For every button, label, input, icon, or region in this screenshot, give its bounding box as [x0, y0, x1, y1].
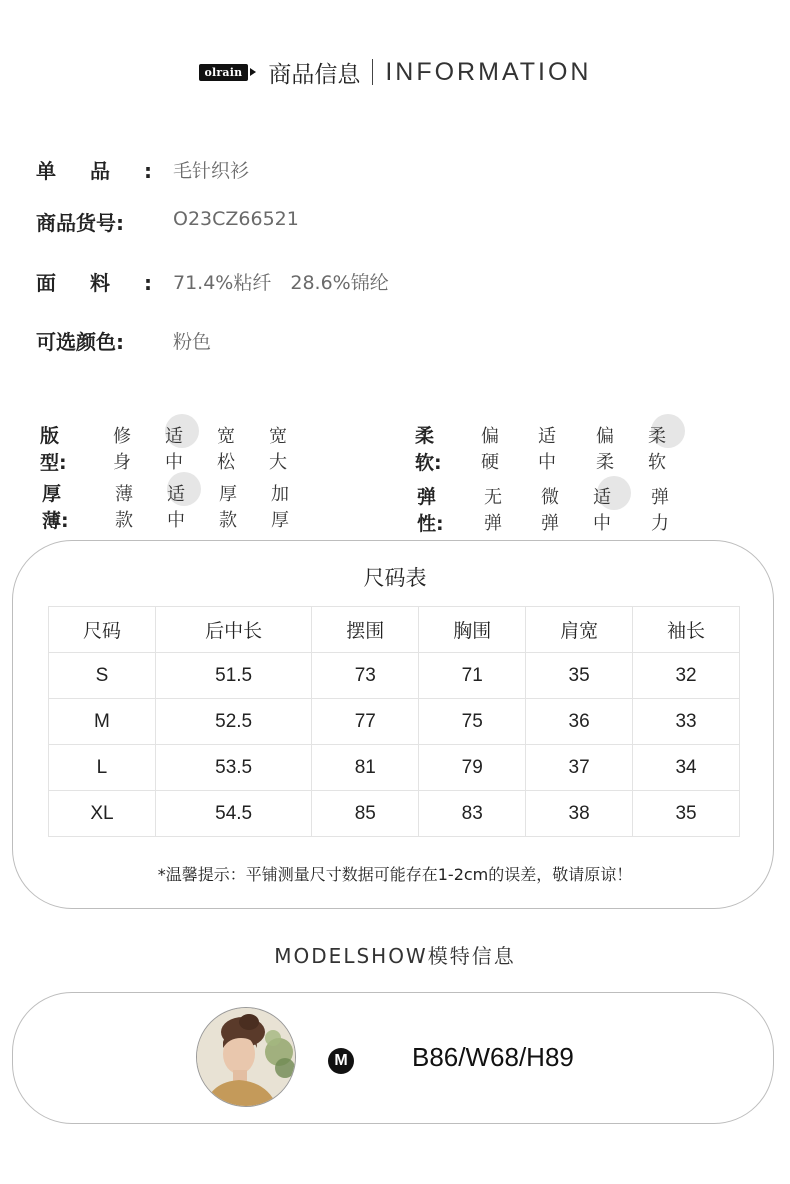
table-cell: 52.5: [155, 699, 311, 745]
attr-option: 偏硬: [481, 426, 499, 473]
model-portrait-image: [197, 1008, 295, 1106]
attr-fit-label: 版型:: [40, 425, 67, 474]
play-triangle-icon: [250, 68, 256, 76]
table-cell: XL: [49, 791, 156, 837]
table-cell: 33: [633, 699, 740, 745]
attr-soft-label: 柔软:: [415, 425, 442, 474]
table-row: [49, 791, 740, 837]
table-cell: 71: [419, 653, 526, 699]
attr-option: 宽大: [269, 426, 287, 473]
model-size-badge: M: [328, 1048, 354, 1074]
table-cell: 53.5: [155, 745, 311, 791]
table-cell: 38: [526, 791, 633, 837]
attr-thickness-label: 厚薄:: [42, 483, 69, 532]
table-header-row: [49, 607, 740, 653]
table-row: [49, 745, 740, 791]
attr-option: 适中: [167, 484, 185, 531]
color-value: 粉色: [173, 331, 212, 353]
attr-option: 加厚: [271, 484, 289, 531]
model-measurements: B86/W68/H89: [412, 1042, 574, 1072]
attr-option: 宽松: [217, 426, 235, 473]
table-header-cell: 摆围: [312, 607, 419, 653]
table-cell: 36: [526, 699, 633, 745]
header-title-en: INFORMATION: [385, 57, 592, 86]
table-cell: 85: [312, 791, 419, 837]
size-chart-title: 尺码表: [363, 566, 427, 590]
attr-option: 适中: [165, 426, 183, 473]
table-cell: 54.5: [155, 791, 311, 837]
code-value: O23CZ66521: [173, 208, 299, 230]
fabric-value: 71.4%粘纤 28.6%锦纶: [173, 272, 389, 294]
attr-elastic-label: 弹性:: [417, 486, 444, 535]
brand-logo: [199, 64, 257, 81]
table-cell: M: [49, 699, 156, 745]
item-value: 毛针织衫: [173, 160, 250, 182]
table-cell: 37: [526, 745, 633, 791]
attr-option: 偏柔: [596, 426, 614, 473]
attr-option: 柔软: [648, 426, 666, 473]
item-label: 单品:: [36, 159, 186, 183]
attr-option: 无弹: [484, 487, 502, 534]
table-cell: 77: [312, 699, 419, 745]
table-cell: L: [49, 745, 156, 791]
size-tip: *温馨提示：平铺测量尺寸数据可能存在1-2cm的误差，敬请原谅！: [157, 865, 633, 884]
table-cell: 35: [526, 653, 633, 699]
logo-text: olrain: [199, 64, 249, 81]
table-header-cell: 后中长: [155, 607, 311, 653]
table-cell: 75: [419, 699, 526, 745]
table-row: [49, 653, 740, 699]
table-cell: S: [49, 653, 156, 699]
attr-option: 微弹: [541, 487, 559, 534]
header-divider: [372, 59, 373, 85]
table-cell: 73: [312, 653, 419, 699]
attr-option: 弹力: [651, 487, 669, 534]
table-cell: 51.5: [155, 653, 311, 699]
table-cell: 32: [633, 653, 740, 699]
table-cell: 34: [633, 745, 740, 791]
table-header-cell: 袖长: [633, 607, 740, 653]
table-cell: 81: [312, 745, 419, 791]
attr-option: 适中: [593, 487, 611, 534]
table-cell: 35: [633, 791, 740, 837]
attr-option: 适中: [538, 426, 556, 473]
model-avatar: [196, 1007, 296, 1107]
fabric-label: 面料:: [36, 271, 186, 295]
table-row: [49, 699, 740, 745]
section-header: [0, 52, 790, 92]
attr-option: 薄款: [115, 484, 133, 531]
attr-option: 厚款: [219, 484, 237, 531]
attr-option: 修身: [113, 426, 131, 473]
table-cell: 79: [419, 745, 526, 791]
size-table: [48, 606, 740, 837]
table-header-cell: 肩宽: [526, 607, 633, 653]
table-header-cell: 尺码: [49, 607, 156, 653]
color-label: 可选颜色:: [36, 330, 124, 354]
header-title-cn: 商品信息: [268, 61, 361, 88]
code-label: 商品货号:: [36, 211, 124, 235]
model-title: MODELSHOW模特信息: [274, 944, 516, 968]
table-cell: 83: [419, 791, 526, 837]
model-card: [12, 992, 774, 1124]
table-header-cell: 胸围: [419, 607, 526, 653]
